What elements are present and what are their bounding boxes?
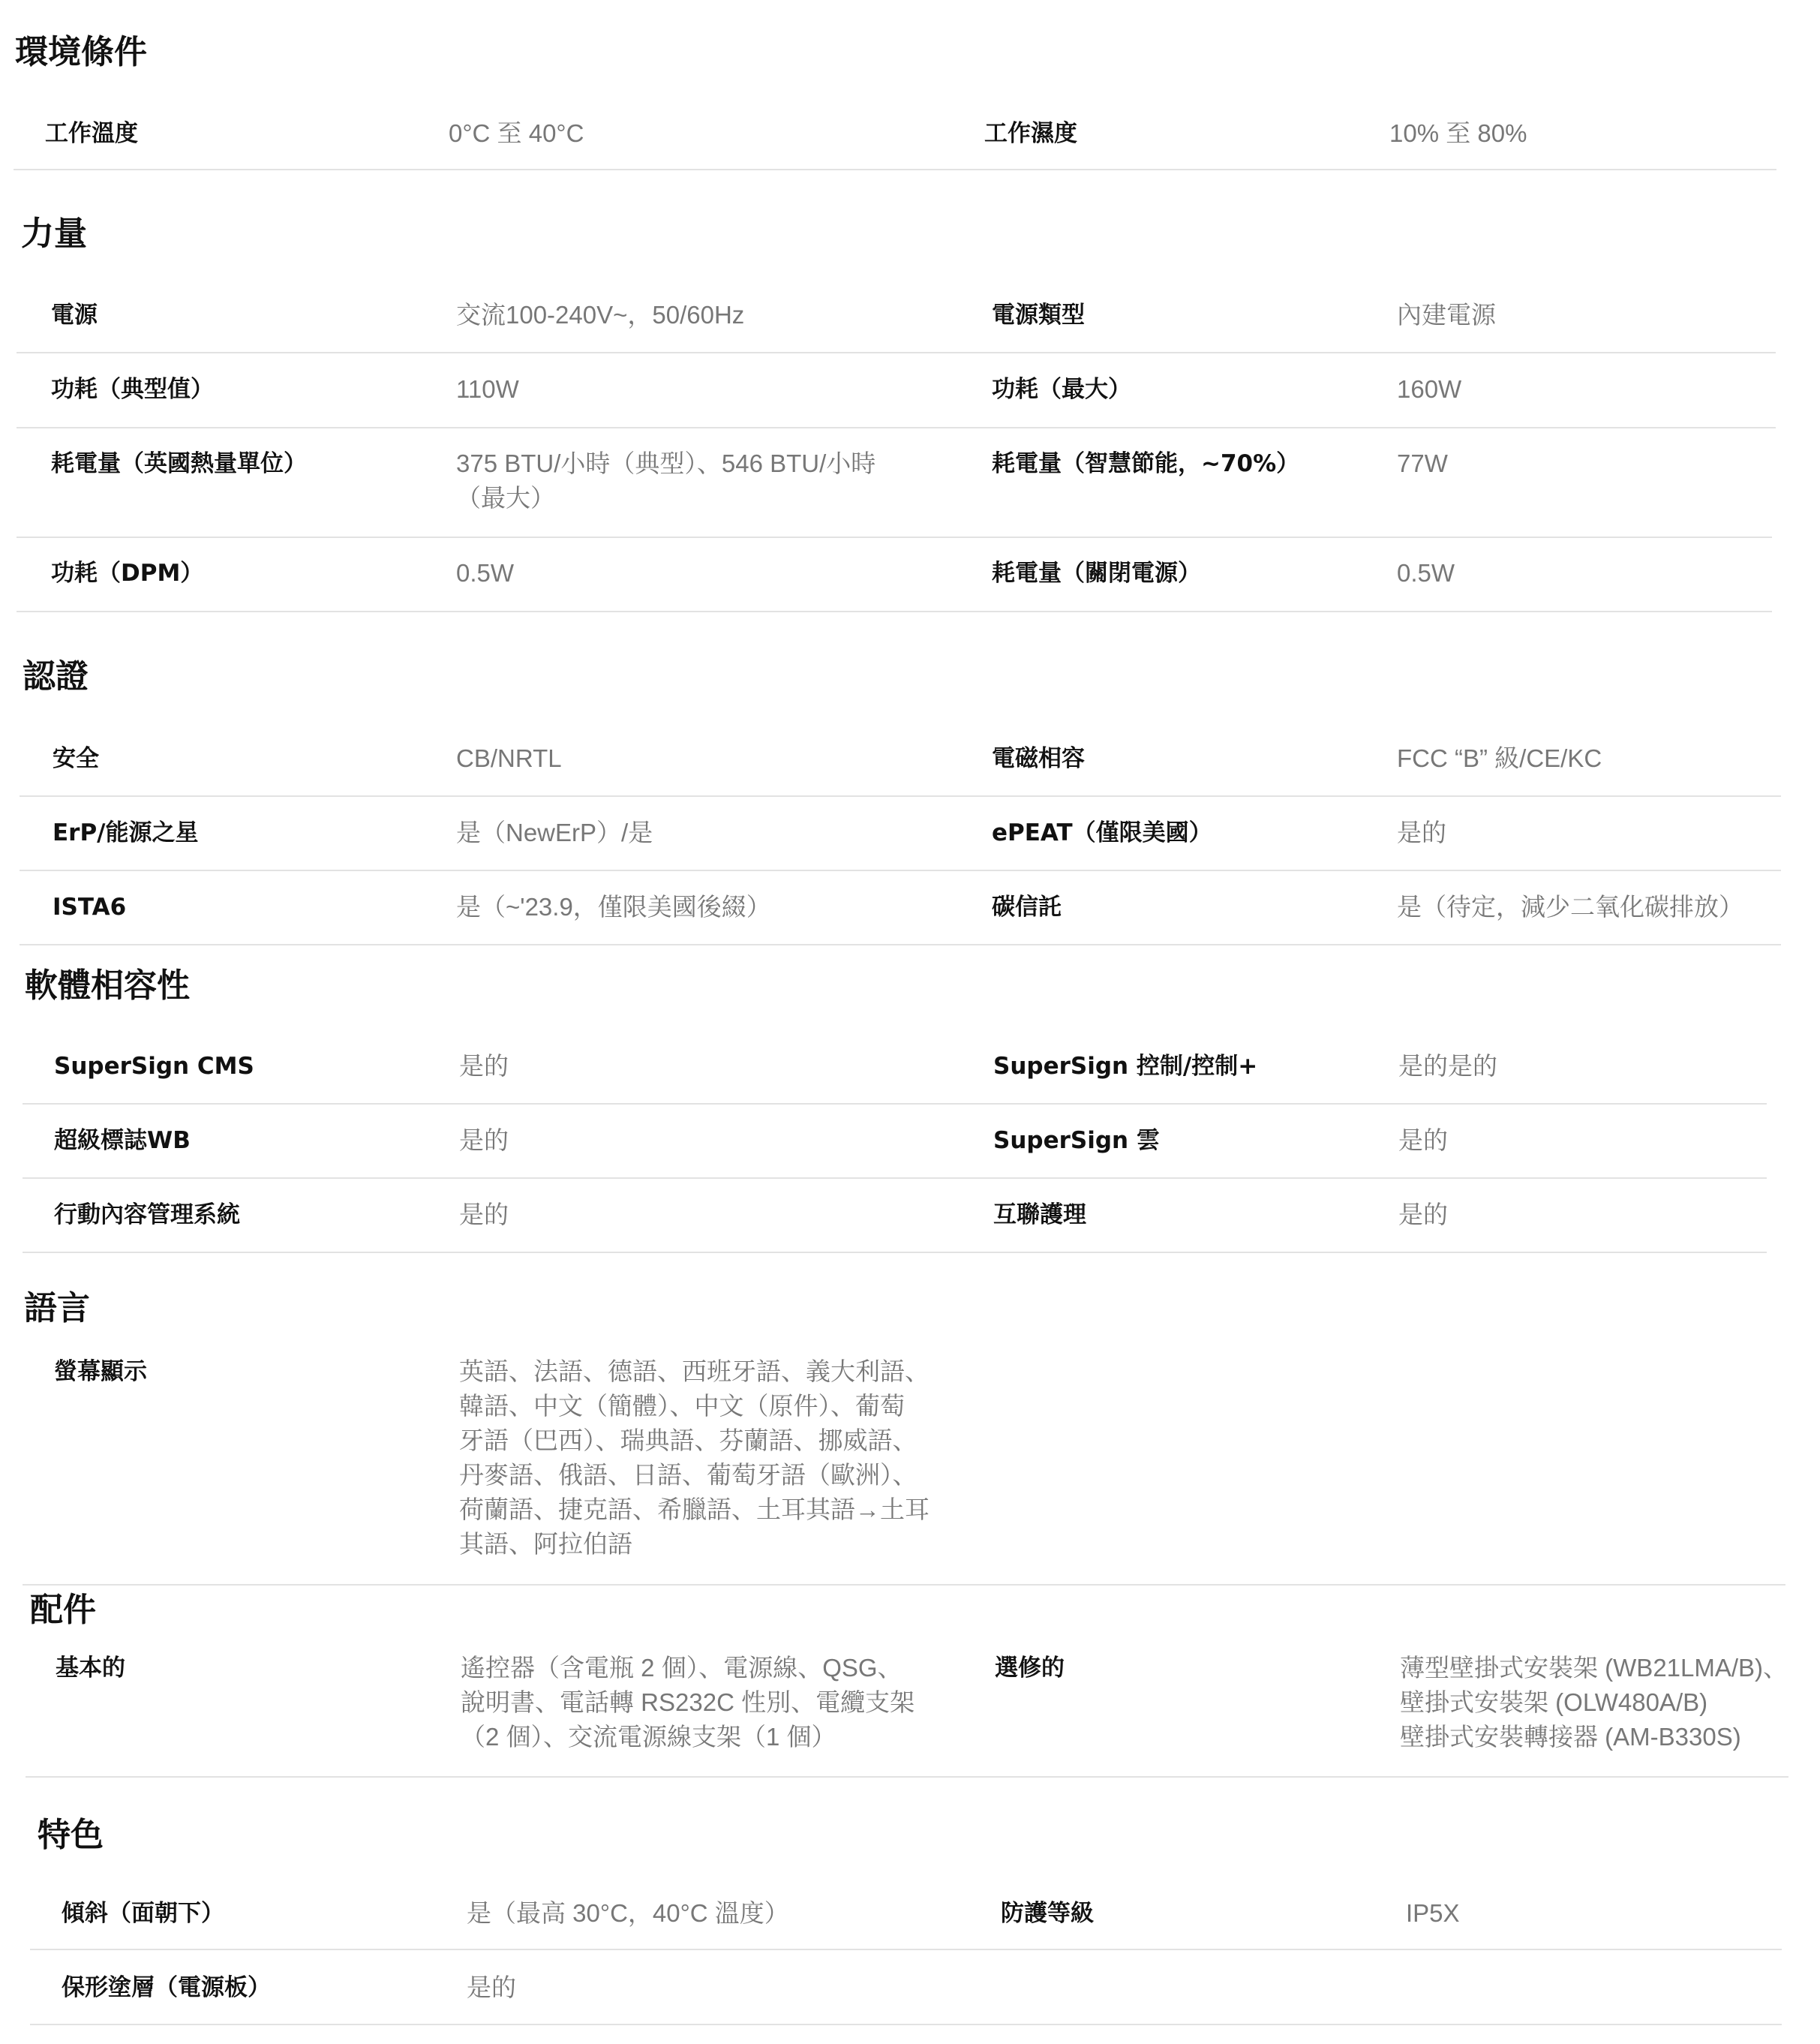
spec-label: 耗電量（關閉電源） [992, 560, 1201, 587]
spec-value: 是的是的 [1398, 1052, 1497, 1080]
spec-label: 行動內容管理系統 [54, 1201, 240, 1228]
spec-label: ePEAT（僅限美國） [992, 819, 1212, 846]
spec-value: 是的 [459, 1052, 509, 1080]
spec-label: 功耗（最大） [992, 376, 1131, 403]
spec-value: 是的 [467, 1973, 516, 2001]
spec-value: 薄型壁掛式安裝架 (WB21LMA/B)、 壁掛式安裝架 (OLW480A/B) 壁掛式安裝轉接器 (AM-B330S) [1400, 1654, 1788, 1751]
spec-label: 防護等級 [1001, 1900, 1094, 1927]
section-title-certification: 認證 [23, 657, 89, 696]
section-title-software: 軟體相容性 [25, 966, 190, 1005]
spec-value: IP5X [1406, 1899, 1460, 1927]
spec-label: 傾斜（面朝下） [62, 1900, 224, 1927]
spec-value: 是的 [1397, 819, 1446, 846]
row-divider [20, 944, 1781, 945]
spec-value: 是的 [1398, 1201, 1448, 1228]
spec-label: ErP/能源之星 [53, 819, 199, 846]
spec-value: 160W [1397, 375, 1462, 403]
spec-label: SuperSign 雲 [993, 1127, 1160, 1154]
section-title-language: 語言 [24, 1289, 90, 1327]
row-divider [23, 1252, 1767, 1253]
section-title-features: 特色 [38, 1816, 104, 1854]
spec-label: 超級標誌WB [54, 1127, 191, 1154]
row-divider [23, 1177, 1767, 1179]
spec-label: 耗電量（英國熱量單位） [51, 450, 307, 477]
spec-label: 功耗（典型值） [51, 376, 214, 403]
spec-label: 工作溫度 [45, 120, 138, 147]
row-divider [17, 427, 1776, 428]
row-divider [17, 611, 1772, 612]
spec-label: 功耗（DPM） [51, 560, 204, 587]
section-title-accessories: 配件 [30, 1591, 96, 1629]
spec-value: 遙控器（含電瓶 2 個）、電源線、QSG、 說明書、電話轉 RS232C 性別、電纜支架 （2 個）、交流電源線支架（1 個） [461, 1654, 915, 1751]
spec-value: 是的 [459, 1201, 509, 1228]
spec-value: 是（~'23.9，僅限美國後綴） [456, 893, 771, 921]
spec-value: 英語、法語、德語、西班牙語、義大利語、 韓語、中文（簡體）、中文（原件）、葡萄 牙語（巴西）、瑞典語、芬蘭語、挪威語、 丹麥語、俄語、日語、葡萄牙語（歐洲）、 荷蘭語、捷克語、希臘語、土耳其語→土耳 其語、阿拉伯語 [459, 1357, 930, 1558]
row-divider [20, 795, 1781, 797]
spec-value: 是（待定，減少二氧化碳排放） [1397, 893, 1743, 921]
spec-label: 碳信託 [992, 894, 1062, 921]
spec-value: 內建電源 [1397, 301, 1496, 329]
spec-label: 基本的 [56, 1655, 125, 1682]
spec-value: 是的 [459, 1126, 509, 1154]
spec-label: ISTA6 [53, 894, 127, 921]
row-divider [17, 352, 1776, 353]
spec-value: 0°C 至 40°C [449, 119, 584, 147]
section-title-power: 力量 [21, 215, 87, 253]
spec-label: 保形塗層（電源板） [62, 1974, 271, 2001]
spec-label: 電源類型 [992, 302, 1085, 329]
spec-label: 電磁相容 [992, 745, 1085, 772]
spec-value: 0.5W [456, 559, 515, 587]
spec-value: 375 BTU/小時（典型）、546 BTU/小時 （最大） [456, 449, 876, 512]
spec-label: 安全 [53, 745, 99, 772]
row-divider [17, 537, 1772, 538]
spec-value: 交流100-240V~，50/60Hz [456, 301, 745, 329]
spec-label: 螢幕顯示 [54, 1358, 147, 1385]
row-divider [30, 1949, 1782, 1950]
row-divider [26, 1776, 1788, 1778]
spec-label: SuperSign CMS [54, 1053, 254, 1080]
row-divider [23, 1584, 1785, 1586]
row-divider [30, 2024, 1782, 2025]
spec-value: 0.5W [1397, 559, 1455, 587]
spec-label: 互聯護理 [993, 1201, 1086, 1228]
spec-value: 是（最高 30°C，40°C 溫度） [467, 1899, 789, 1927]
spec-label: SuperSign 控制/控制+ [993, 1053, 1258, 1080]
spec-value: FCC “B” 級/CE/KC [1397, 744, 1602, 772]
row-divider [20, 870, 1781, 871]
spec-value: 10% 至 80% [1389, 119, 1527, 147]
spec-label: 耗電量（智慧節能，~70%） [992, 450, 1300, 477]
spec-value: CB/NRTL [456, 744, 562, 772]
spec-value: 是（NewErP）/是 [456, 819, 653, 846]
row-divider [23, 1103, 1767, 1105]
spec-label: 電源 [51, 302, 98, 329]
section-title-environment: 環境條件 [15, 33, 147, 71]
spec-label: 工作濕度 [984, 120, 1077, 147]
spec-value: 是的 [1398, 1126, 1448, 1154]
spec-value: 77W [1397, 449, 1448, 477]
spec-value: 110W [456, 375, 519, 403]
row-divider [14, 169, 1776, 170]
spec-label: 選修的 [995, 1655, 1065, 1682]
